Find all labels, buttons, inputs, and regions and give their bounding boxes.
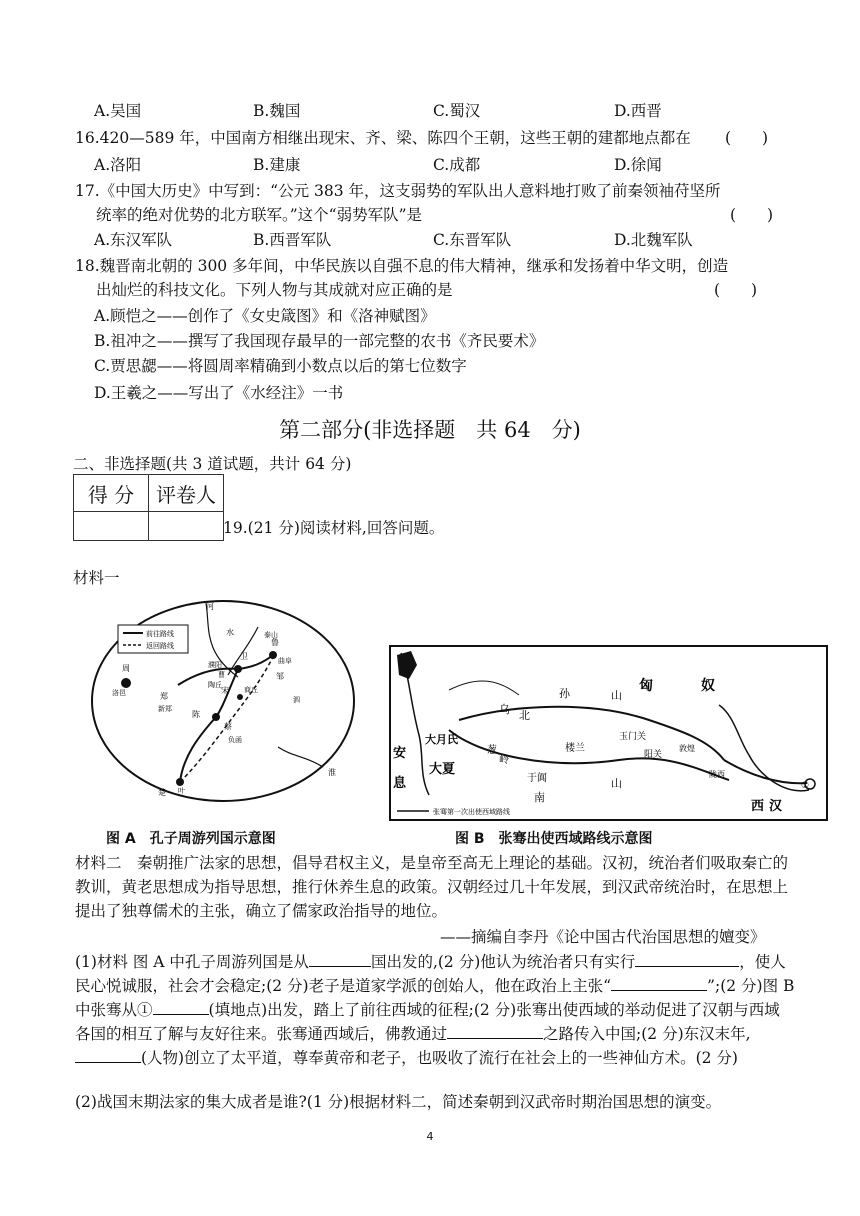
q16-option-b: B.建康 [253,156,301,174]
q16-option-d: D.徐闻 [614,156,662,174]
map-a-label: 水 [226,628,234,637]
grader-label: 评卷人 [149,475,224,512]
map-b-label: 敦煌 [679,744,695,753]
q19-1-text: 之路传入中国;(2 分)东汉末年, [543,1025,751,1043]
map-b-label: ① [801,781,810,791]
map-b [389,645,828,821]
map-b-label: 匈 [639,678,653,694]
q15-option-b: B.魏国 [253,102,301,120]
map-b-label: 楼兰 [565,743,585,754]
q18-option-a: A.顾恺之——创作了《女史箴图》和《洛神赋图》 [94,307,436,325]
q15-option-c: C.蜀汉 [433,102,481,120]
map-a [88,597,358,805]
map-b-label: 阳关 [644,750,663,760]
map-b-label: 山 [611,777,622,790]
answer-blank[interactable] [635,951,739,967]
q17-option-a: A.东汉军队 [94,231,173,249]
map-b-label: 南 [534,791,545,804]
score-label: 得 分 [74,475,149,512]
map-a-label: 泗 [293,696,300,704]
map-b-label: 息 [393,776,407,791]
answer-blank[interactable] [447,1023,543,1039]
map-a-legend-forward: 前往路线 [146,630,174,638]
q19-1-text: ，使人民心悦诚服，社会才会稳定;(2 分)老子是道家学派的创始人，他在政治上主张“ [75,953,786,995]
map-b-label: 陇西 [709,770,725,779]
q19-1-text: 国出发的,(2 分)他认为统治者只有实行 [370,953,636,971]
q18-option-c: C.贾思勰——将圆周率精确到小数点以后的第七位数字 [94,357,467,375]
map-b-legend: 张骞第一次出使西域路线 [433,808,510,816]
map-b-label: 北 [519,709,530,722]
map-a-label: 楚 [158,788,166,797]
map-a-label: 负函 [228,736,242,744]
q17-answer-paren: ( ) [730,206,774,224]
grader-cell[interactable] [149,512,224,541]
q19-1-text: (1)材料 图 A 中孔子周游列国是从 [75,953,309,971]
material2-text: 材料二 秦朝推广法家的思想，倡导君权主义，是皇帝至高无上理论的基础。汉初，统治者们吸取秦亡的教训，黄老思想成为指导思想，推行休养生息的政策。汉朝经过几十年发展，到汉武帝统治时，在思想上提出了独尊儒术的主张，确立了儒家政治指导的地位。 [75,854,789,920]
map-b-label: 乌 [499,703,510,716]
map-a-label: 郑 [160,692,168,701]
q19-1-text: (人物)创立了太平道，尊奉黄帝和老子，也吸收了流行在社会上的一些神仙方术。(2 分) [141,1049,738,1067]
answer-blank[interactable] [309,951,371,967]
map-a-label: 陶丘 [208,681,222,689]
map-b-label: 安 [393,746,407,761]
map-a-label: 淮 [328,768,336,777]
map-a-label: 邹 [276,672,284,681]
q15-option-a: A.吴国 [94,102,142,120]
q18-option-d: D.王羲之——写出了《水经注》一书 [94,384,344,402]
answer-blank[interactable] [611,975,707,991]
q16-option-a: A.洛阳 [94,156,142,174]
q19-title: 19.(21 分)阅读材料,回答问题。 [223,519,445,537]
map-a-label: 陈 [192,710,200,719]
q17-option-c: C.东晋军队 [433,231,512,249]
map-a-label: 鲁 [271,638,279,647]
answer-blank[interactable] [75,1047,141,1063]
map-a-label: 周 [122,664,130,673]
map-a-label: 蔡 [224,722,232,731]
page-number: 4 [426,1130,434,1143]
map-a-label: 泰山 [264,631,278,639]
q17-stem-line2: 统率的绝对优势的北方联军。”这个“弱势军队”是 [96,206,423,224]
q16-stem: 16.420—589 年，中国南方相继出现宋、齐、梁、陈四个王朝，这些王朝的建都地点都在 [75,129,691,147]
q19-part1 [75,950,795,1070]
map-b-label: 葱 [487,745,497,756]
map-a-label: 宋 [221,686,229,695]
q18-stem-line2: 出灿烂的科技文化。下列人物与其成就对应正确的是 [96,281,453,299]
material2-source: ——摘编自李丹《论中国古代治国思想的嬗变》 [440,928,766,946]
map-a-label: 濮阳 [208,661,222,669]
map-a-legend-return: 返回路线 [146,642,174,650]
q17-option-b: B.西晋军队 [253,231,332,249]
q19-1-text: (填地点)出发，踏上了前往西域的征程;(2 分)张骞出使西域的举动促进了汉朝与西域各国的相互了解与友好往来。张骞通西域后，佛教通过 [75,1001,780,1043]
q16-option-c: C.成都 [433,156,481,174]
map-b-label: 大夏 [429,762,456,777]
q16-answer-paren: ( ) [725,129,769,147]
map-b-label: 玉门关 [619,732,647,742]
map-b-caption: 图 B 张骞出使西域路线示意图 [455,831,653,847]
q18-stem-line1: 18.魏晋南北朝的 300 多年间，中华民族以自强不息的伟大精神，继承和发扬着中华文明，创造 [75,257,729,275]
map-b-label: 西 [751,799,765,814]
map-b-label: 大月氏 [425,733,458,746]
q17-stem-line1: 17.《中国大历史》中写到：“公元 383 年，这支弱势的军队出人意料地打败了前秦领袖苻坚所 [75,182,721,200]
q18-answer-paren: ( ) [714,281,758,299]
q19-1-text: ”;(2 分)图 B 中张骞从① [75,977,795,1019]
score-table [73,474,224,541]
map-a-label: 洛邑 [112,689,126,697]
map-b-label: 汉 [769,799,783,814]
q19-part2: (2)战国末期法家的集大成者是谁?(1 分)根据材料二，简述秦朝到汉武帝时期治国思想的演变。 [75,1093,722,1111]
map-b-label: 于阗 [527,773,547,784]
answer-blank[interactable] [153,999,209,1015]
q18-option-b: B.祖冲之——撰写了我国现存最早的一部完整的农书《齐民要术》 [94,332,545,350]
map-a-label: 新郑 [158,705,172,713]
part2-heading: 第二部分(非选择题 共 64 分) [279,418,581,442]
map-a-label: 叶 [178,787,185,795]
map-a-label: 卫 [240,652,248,661]
map-a-label: 曲阜 [278,657,292,665]
map-b-label: 孙 [559,687,570,700]
map-a-label: 河 [206,602,214,611]
map-b-label: 奴 [701,678,715,694]
material1-label: 材料一 [73,569,120,587]
q17-option-d: D.北魏军队 [614,231,693,249]
q15-option-d: D.西晋 [614,102,662,120]
map-b-label: 山 [611,689,622,702]
map-a-label: 商丘 [244,686,258,694]
score-cell[interactable] [74,512,149,541]
map-a-caption: 图 A 孔子周游列国示意图 [106,831,276,847]
section2-title: 二、非选择题(共 3 道试题，共计 64 分) [73,455,352,473]
map-a-label: 曹 [218,671,225,679]
map-b-label: 岭 [499,755,509,766]
